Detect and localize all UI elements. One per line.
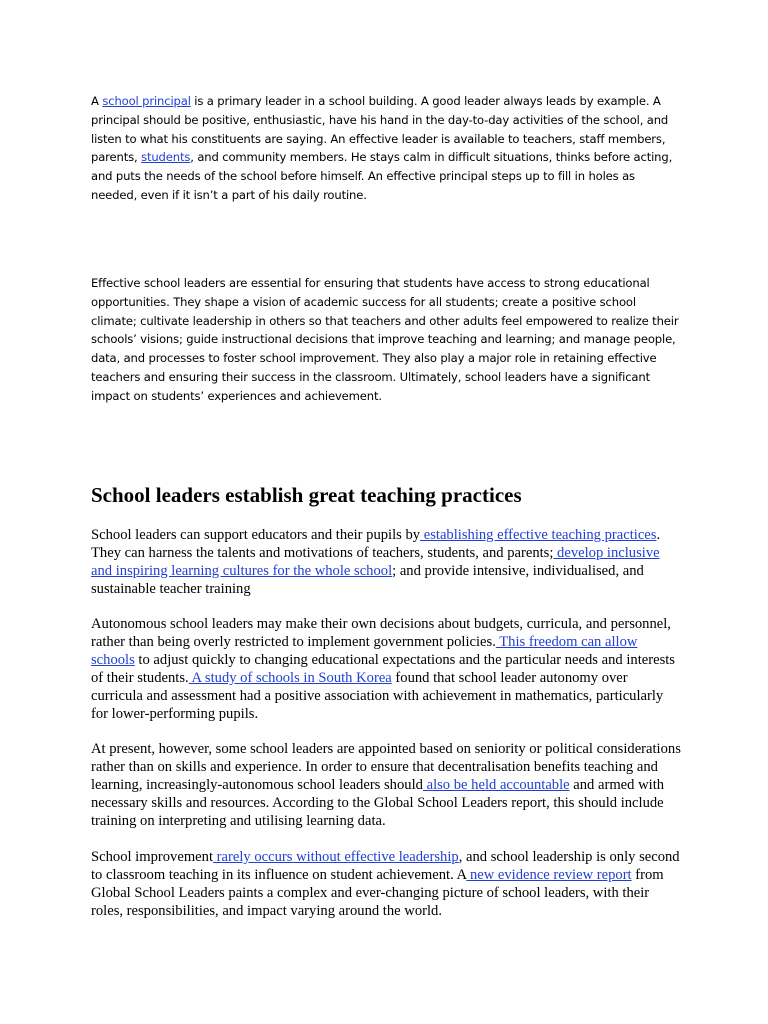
text-run: Autonomous school leaders may make their own decisions about budgets, curricula, and personnel, rather than being overly restricted to implement government policies. [91,616,671,650]
text-run: and armed with necessary skills and resources. According to the Global School Leaders report, this should include training on interpreting and utilising learning data. [91,776,665,829]
text-run: . They can harness the talents and motivations of teachers, students, and parents; [91,527,661,561]
text-run: , and school leadership is only second to classroom teaching in its influence on student achievement. A [91,849,680,883]
text-run: , and community members. He stays calm in difficult situations, thinks before acting, and puts the needs of the school before himself. An effective principal steps up to fill in holes as needed, even if it isn’t a part of his daily routine. [91,150,673,202]
intro-paragraph-effective-leaders: Effective school leaders are essential for ensuring that students have access to strong educational opportunities. They shape a vision of academic success for all students; create a positive school climate; cultivate leadership in others so that teachers and other adults feel empowered to realize their schools’ visions; guide instructional decisions that improve teaching and learning; and manage people, data, and processes to foster school improvement. They also play a major role in retaining effective teachers and ensuring their success in the classroom. Ultimately, school leaders have a significant impact on students’ experiences and achievement. [91,276,679,403]
text-run: A [91,94,103,108]
text-run: ; and provide intensive, individualised, and sustainable teacher training [91,562,644,597]
link-also-be-held-accountable[interactable]: also be held accountable [422,776,570,793]
section-heading: School leaders establish great teaching practices [91,483,522,507]
intro-paragraph-principal [91,92,681,205]
text-run: is a primary leader in a school building. A good leader always leads by example. A principal should be positive, enthusiastic, have his hand in the day-to-day activities of the school, and listen to what his constituents are saying. An effective leader is available to teachers, staff members, parents, [91,94,669,165]
link-students[interactable]: students [141,150,191,165]
link-develop-inclusive-cultures[interactable]: develop inclusive and inspiring learning cultures for the whole school [91,544,660,579]
link-new-evidence-review-report[interactable]: new evidence review report [466,866,632,883]
text-run: to adjust quickly to changing educational expectations and the particular needs and interests of their students. [91,651,675,686]
text-run: found that school leader autonomy over curricula and assessment had a positive association with achievement in mathematics, particularly for lower-performing pupils. [91,669,664,722]
paragraph-autonomy [91,616,681,723]
link-this-freedom[interactable]: This freedom can allow schools [91,633,638,668]
text-run: from Global School Leaders paints a complex and ever-changing picture of school leaders, with their roles, responsibilities, and impact varying around the world. [91,866,664,919]
paragraph-accountability [91,741,681,831]
link-rarely-occurs[interactable]: rarely occurs without effective leadership [213,849,459,865]
link-school-principal[interactable]: school principal [102,94,191,108]
link-establishing-effective-teaching-practices[interactable]: establishing effective teaching practices [420,527,657,543]
text-run: School leaders can support educators and their pupils by [91,527,421,543]
paragraph-teaching-practices [91,527,681,599]
text-run: At present, however, some school leaders are appointed based on seniority or political considerations rather than on skills and experience. In order to ensure that decentralisation benefits teaching and learning, increasingly-autonomous school leaders should [91,741,681,793]
link-study-south-korea[interactable]: A study of schools in South Korea [188,669,392,686]
text-run: School improvement [91,849,214,865]
paragraph-school-improvement [91,849,681,921]
